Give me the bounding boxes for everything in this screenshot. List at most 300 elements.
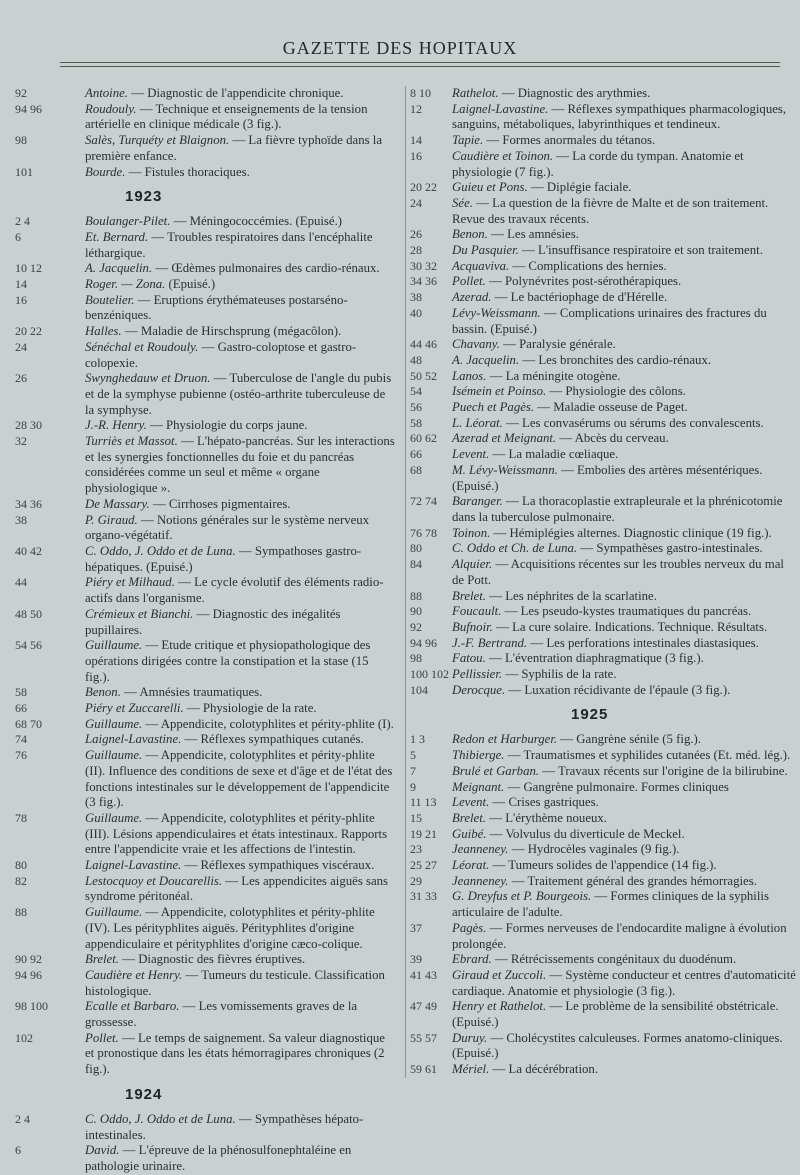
entry-author: Sénéchal et Roudouly. [85,339,199,354]
index-entry [406,858,796,874]
index-entry [406,494,796,525]
entry-author: Redon et Harburger. [452,732,558,747]
index-entry [406,780,796,796]
page-number: 94 96 [410,635,437,650]
entry-title: — Les convasérums ou sérums des convalescents. [502,415,764,430]
index-entry [15,952,395,968]
entry-author: Rathelot. [452,86,499,100]
page-number: 88 [15,905,27,920]
entry-title: — Réflexes sympathiques pharmacologiques, sanguins, métaboliques, labyrinthiques et tendineux. [452,101,787,132]
index-entry [406,636,796,652]
entry-title: — Les perforations intestinales diastasiques. [527,635,759,650]
entry-title: — Acquisitions récentes sur les troubles nerveux du mal de Pott. [452,557,784,587]
index-entry [406,86,796,102]
index-entry [406,102,796,133]
entry-title: — Luxation récidivante de l'épaule (3 fig.). [505,682,731,697]
index-entry [15,293,395,324]
page-number: 59 61 [410,1062,437,1077]
entry-author: Laignel-Lavastine. [452,101,549,116]
entry-author: Azerad et Meignant. [452,431,557,446]
page-number: 24 [15,339,27,354]
index-entry [406,353,796,369]
index-entry [15,811,395,858]
entry-author: Foucault. [452,604,502,619]
entry-author: Giraud et Zuccoli. [452,967,547,982]
entry-author: Baranger. [452,494,503,509]
entry-title: — L'érythème noueux. [486,810,607,825]
entry-title: — Les bronchites des cardio-rénaux. [519,352,712,367]
index-entry [15,230,395,261]
page-number: 101 [15,164,33,179]
page-number: 12 [410,101,422,116]
index-entry [15,86,395,102]
page-number: 28 [410,243,422,258]
entry-title: — Réflexes sympathiques cutanés. [181,732,364,747]
entry-author: Puech et Pagès. [452,400,535,415]
entry-title: — Œdèmes pulmonaires des cardio-rénaux. [152,261,380,276]
entry-title: — Les vomissements graves de la grossesse. [85,999,358,1030]
index-entry [406,732,796,748]
entry-author: Tapie. [452,133,484,148]
entry-title: — Sympathèses gastro-intestinales. [577,541,763,556]
page-number: 6 [15,1143,21,1158]
index-entry [406,604,796,620]
entry-author: Roger. — Zona. [85,277,166,292]
entry-author: Guieu et Pons. [452,180,528,195]
index-entry [15,607,395,638]
index-entry [406,683,796,699]
index-entry [406,306,796,337]
entry-author: Pollet. [452,274,486,289]
index-entry [15,858,395,874]
page-number: 44 [15,575,27,590]
entry-author: Pagès. [452,920,487,935]
entry-title: — Hydrocèles vaginales (9 fig.). [508,842,680,857]
index-entry [15,999,395,1030]
index-entry [406,227,796,243]
page-number: 82 [15,873,27,888]
entry-author: Lévy-Weissmann. [452,305,541,320]
page-number: 16 [15,292,27,307]
page-number: 92 [410,619,422,634]
year-heading: 1924 [125,1085,163,1103]
page-number: 34 36 [410,274,437,289]
entry-author: Swynghedauw et Druon. [85,371,211,386]
index-entry [406,243,796,259]
entry-title: — Cirrhoses pigmentaires. [149,496,291,511]
entry-author: Derocque. [452,682,506,697]
page-number: 34 36 [15,496,42,511]
entry-title: — Le cycle évolutif des éléments radio-actifs dans l'organisme. [85,575,384,606]
entry-author: Mériel. [452,1062,490,1077]
entry-title: — Maladie osseuse de Paget. [534,400,688,415]
entry-author: Guillaume. [85,638,143,653]
entry-author: Guillaume. [85,716,143,731]
page-number: 55 57 [410,1030,437,1045]
index-entry [15,638,395,685]
entry-title: — Appendicite, colotyphlites et périty-phlite (II). Influence des conditions de sexe et d'âge et de l'état des fonctions intestinales sur le développement de l'appendicite (3 fig.). [85,748,393,810]
page-number: 88 [410,588,422,603]
page-number: 44 46 [410,337,437,352]
index-entry [406,400,796,416]
page-number: 66 [15,701,27,716]
page-number: 8 10 [410,86,431,100]
page-number: 48 50 [15,606,42,621]
entry-title: — Tuberculose de l'angle du pubis et de la symphyse pubienne (ostéo-arthrite tuberculeuse de la symphyse. [85,371,392,417]
entry-title: — La cure solaire. Indications. Technique. Résultats. [492,619,768,634]
index-entry [406,1031,796,1062]
index-entry [15,513,395,544]
index-entry [406,274,796,290]
entry-author: David. [85,1143,120,1158]
entry-author: Levent. [452,447,490,462]
page-number: 32 [15,434,27,449]
page-number: 26 [15,371,27,386]
entry-title: — Sympathoses gastro-hépatiques. (Epuisé.) [85,543,362,574]
entry-author: Laignel-Lavastine. [85,732,182,747]
entry-author: Pollet. [85,1030,119,1045]
entry-author: Halles. [85,324,122,339]
entry-author: Salès, Turquéty et Blaignon. [85,133,230,148]
page-number: 102 [15,1030,33,1045]
index-entry [406,180,796,196]
entry-title: — La fièvre typhoïde dans la première enfance. [85,133,383,163]
page-number: 68 70 [15,716,42,731]
entry-author: G. Dreyfus et P. Bourgeois. [452,889,592,904]
entry-author: Isémein et Poinso. [452,384,547,399]
entry-author: Piéry et Milhaud. [85,575,175,590]
entry-author: Duruy. [452,1030,488,1045]
entry-title: — Cholécystites calculeuses. Formes anatomo-cliniques. (Epuisé.) [452,1030,783,1061]
entry-title: — Embolies des artères mésentériques. (Epuisé.) [452,462,763,493]
entry-author: Thibierge. [452,748,505,763]
entry-author: C. Oddo, J. Oddo et de Luna. [85,1111,236,1126]
entry-author: Guillaume. [85,748,143,763]
page-number: 20 22 [15,324,42,339]
index-entry [406,526,796,542]
page-number: 50 52 [410,368,437,383]
index-entry [15,874,395,905]
index-entry [15,544,395,575]
page-number: 68 [410,462,422,477]
entry-author: Benon. [452,227,488,242]
index-entry [406,795,796,811]
page-number: 76 [15,748,27,763]
entry-title: — Formes cliniques de la syphilis articulaire de l'adulte. [452,889,769,920]
page-number: 58 [410,415,422,430]
entry-author: Fatou. [452,651,486,666]
entry-title: (Epuisé.) [165,277,216,292]
entry-author: Crémieux et Bianchi. [85,606,194,621]
entry-title: — Hémiplégies alternes. Diagnostic clinique (19 fig.). [490,525,772,540]
entry-author: Laignel-Lavastine. [85,858,182,873]
page-number: 19 21 [410,826,437,841]
entry-author: Antoine. [85,86,129,100]
page-number: 26 [410,227,422,242]
entry-author: Léorat. [452,858,490,873]
entry-title: — L'épreuve de la phénosulfonephtaléine en pathologie urinaire. [85,1143,352,1173]
year-heading: 1925 [571,706,609,724]
index-entry [15,1112,395,1143]
entry-title: — Diagnostic de l'appendicite chronique. [128,86,344,100]
entry-author: Pellissier. [452,667,503,682]
index-entry [406,874,796,890]
index-entry [406,952,796,968]
entry-title: — Troubles respiratoires dans l'encéphalite léthargique. [85,229,373,260]
index-entry [15,434,395,497]
page-number: 31 33 [410,889,437,904]
entry-title: — Etude critique et physiopathologique des opérations dirigées contre la constipation et la stase (15 fig.). [85,638,371,684]
entry-title: — Le problème de la sensibilité obstétricale. (Epuisé.) [452,999,779,1030]
index-entry [15,133,395,164]
entry-author: Henry et Rathelot. [452,999,547,1014]
page-number: 80 [410,541,422,556]
page-number: 76 78 [410,525,437,540]
entry-author: Turriès et Massot. [85,434,178,449]
entry-title: — Notions générales sur le système nerveux organo-végétatif. [85,512,370,543]
entry-author: Guillaume. [85,905,143,920]
index-entry [15,165,395,181]
index-entry [406,889,796,920]
entry-title: — Traumatismes et syphilides cutanées (Et. méd. lég.). [504,748,791,763]
index-entry [406,463,796,494]
page-number: 47 49 [410,999,437,1014]
index-entry [15,1031,395,1078]
page-number: 37 [410,920,422,935]
entry-title: — Polynévrites post-sérothérapiques. [485,274,682,289]
entry-author: Levent. [452,795,490,810]
entry-author: A. Jacquelin. [85,261,153,276]
page-number: 66 [410,447,422,462]
entry-title: — La décérébration. [489,1062,599,1077]
page-number: 84 [410,557,422,572]
index-entry [406,620,796,636]
page-number: 9 [410,779,416,794]
entry-author: Guillaume. [85,810,143,825]
page-number: 24 [410,195,422,210]
entry-author: L. Léorat. [452,415,503,430]
entry-author: Bourde. [85,164,126,179]
page-number: 23 [410,842,422,857]
index-entry [406,431,796,447]
index-entry [406,133,796,149]
entry-title: — Diplégie faciale. [527,180,632,195]
page-number: 90 [410,604,422,619]
year-heading: 1923 [125,188,163,206]
right-column [405,86,796,1078]
index-entry [15,748,395,811]
entry-title: — Les appendicites aiguës sans syndrome péritonéal. [85,873,389,904]
entry-title: — Volvulus du diverticule de Meckel. [486,826,685,841]
page-number: 90 92 [15,952,42,967]
entry-title: — Diagnostic des fièvres éruptives. [119,952,306,967]
entry-author: Lestocquoy et Doucarellis. [85,873,223,888]
entry-title: — Diagnostic des inégalités pupillaires. [85,606,341,637]
entry-title: — Diagnostic des arythmies. [498,86,651,100]
entry-author: Bufnoir. [452,619,493,634]
journal-title: GAZETTE DES HOPITAUX [282,38,518,58]
entry-author: Du Pasquier. [452,243,519,258]
entry-author: J.-F. Bertrand. [452,635,528,650]
page-number: 72 74 [410,494,437,509]
entry-author: Boulanger-Pilet. [85,214,171,229]
entry-title: — Physiologie des côlons. [546,384,686,399]
entry-title: — Formes anormales du tétanos. [483,133,656,148]
page-number: 15 [410,810,422,825]
index-entry [406,764,796,780]
index-entry [15,497,395,513]
entry-title: — Technique et enseignements de la tension artérielle en clinique médicale (3 fig.). [85,101,368,132]
index-entry [406,999,796,1030]
entry-author: Azerad. [452,290,492,305]
entry-author: Jeanneney. [452,842,509,857]
entry-author: Ebrard. [452,952,492,967]
page-number: 48 [410,352,422,367]
index-entry [15,1143,395,1174]
entry-title: — L'hépato-pancréas. Sur les interactions et les synergies fonctionnelles du foie et du pancréas considérées comme un seul et même « organe physiologique ». [85,434,395,496]
entry-author: Jeanneney. [452,873,509,888]
index-entry [15,340,395,371]
index-entry [15,324,395,340]
page-number: 94 96 [15,101,42,116]
index-entry [406,384,796,400]
page-number: 78 [15,810,27,825]
page-number: 38 [410,290,422,305]
entry-title: — Fistules thoraciques. [125,164,250,179]
index-entry [406,748,796,764]
index-entry [406,921,796,952]
index-entry [15,418,395,434]
entry-title: — Physiologie de la rate. [183,701,317,716]
entry-author: Brulé et Garban. [452,763,540,778]
entry-title: — Appendicite, colotyphlites et périty-phlite (III). Lésions appendiculaires et états intestinaux. Rapports entre l'appendicite vraie et les affections de l'intestin. [85,810,388,857]
entry-title: — Complications des hernies. [509,258,667,273]
index-entry [15,732,395,748]
index-entry [406,667,796,683]
index-entry [15,905,395,952]
index-entry [15,717,395,733]
entry-author: Meignant. [452,779,505,794]
entry-title: — Gangrène sénile (5 fig.). [557,732,702,747]
entry-author: Ecalle et Barbaro. [85,999,180,1014]
entry-title: — Crises gastriques. [489,795,599,810]
index-entry [15,261,395,277]
page-number: 7 [410,763,416,778]
entry-title: — La thoracoplastie extrapleurale et la phrénicotomie dans la tuberculose pulmonaire. [452,494,783,524]
entry-author: Alquier. [452,557,493,572]
index-entry [406,337,796,353]
entry-author: Acquaviva. [452,258,510,273]
page-number: 40 42 [15,543,42,558]
entry-author: M. Lévy-Weissmann. [452,462,558,477]
entry-author: Brelet. [452,810,486,825]
entry-title: — Le temps de saignement. Sa valeur diagnostique et pronostique dans les états hémorragipares chroniques (2 fig.). [85,1030,385,1077]
entry-author: Chavany. [452,337,500,352]
page-number: 38 [15,512,27,527]
entry-author: De Massary. [85,496,150,511]
page-number: 92 [15,86,27,100]
page-number: 29 [410,873,422,888]
entry-author: Brelet. [452,588,486,603]
entry-title: — Complications urinaires des fractures du bassin. (Epuisé.) [452,305,767,336]
entry-title: — La question de la fièvre de Malte et de son traitement. Revue des travaux récents. [452,195,769,226]
index-entry [406,811,796,827]
entry-title: — Eruptions érythémateuses postarséno-benzéniques. [85,292,348,323]
page-number: 20 22 [410,180,437,195]
entry-author: Piéry et Zuccarelli. [85,701,184,716]
left-column [15,86,395,1175]
entry-title: — Physiologie du corps jaune. [146,418,308,433]
entry-title: — L'insuffisance respiratoire et son traitement. [518,243,763,258]
page-number: 80 [15,858,27,873]
index-entry [406,259,796,275]
entry-title: — Réflexes sympathiques viscéraux. [181,858,375,873]
index-entry [406,589,796,605]
entry-title: — Tumeurs solides de l'appendice (14 fig.). [489,858,717,873]
entry-title: — Appendicite, colotyphlites et périty-phlite (I). [142,716,394,731]
entry-author: J.-R. Henry. [85,418,147,433]
index-entry [15,277,395,293]
entry-author: Lanos. [452,368,487,383]
header-rule [60,66,780,67]
page-number: 98 [410,651,422,666]
entry-title: — Gangrène pulmonaire. Formes cliniques [504,779,729,794]
page-number: 100 102 [410,667,449,682]
index-entry [406,196,796,227]
index-entry [15,701,395,717]
index-entry [406,541,796,557]
index-entry [406,968,796,999]
page-number: 14 [15,277,27,292]
entry-title: — La corde du tympan. Anatomie et physiologie (7 fig.). [452,148,744,179]
entry-title: — Tumeurs du testicule. Classification histologique. [85,967,385,998]
header-rule [60,62,780,63]
index-entry [15,575,395,606]
page-number: 39 [410,952,422,967]
entry-author: A. Jacquelin. [452,352,520,367]
entry-title: — Les néphrites de la scarlatine. [486,588,657,603]
entry-author: C. Oddo et Ch. de Luna. [452,541,578,556]
index-entry [15,214,395,230]
index-entry [15,371,395,418]
page-number: 94 96 [15,967,42,982]
page-number: 58 [15,685,27,700]
page-number: 54 [410,384,422,399]
index-entry [406,651,796,667]
index-entry [406,416,796,432]
index-entry [15,685,395,701]
entry-author: C. Oddo, J. Oddo et de Luna. [85,543,236,558]
entry-title: — Système conducteur et centres d'automaticité cardiaque. Anatomie et physiologie (3 fig.). [452,967,796,998]
entry-title: — Sympathèses hépato-intestinales. [85,1111,364,1142]
entry-title: — Amnésies traumatiques. [120,685,263,700]
index-entry [406,149,796,180]
page-number: 2 4 [15,214,30,229]
entry-title: — Gastro-coloptose et gastro-colopexie. [85,339,357,370]
entry-author: Caudière et Henry. [85,967,183,982]
page-number: 10 12 [15,261,42,276]
entry-title: — Abcès du cerveau. [556,431,669,446]
entry-author: Roudouly. [85,101,137,116]
entry-title: — Formes nerveuses de l'endocardite maligne à évolution prolongée. [452,920,787,951]
page-number: 14 [410,133,422,148]
page-number: 16 [410,148,422,163]
entry-title: — Méningococcémies. (Epuisé.) [170,214,343,229]
entry-title: — Le bactériophage de d'Hérelle. [491,290,668,305]
index-entry [406,557,796,588]
index-entry [406,369,796,385]
page-number: 98 100 [15,999,48,1014]
